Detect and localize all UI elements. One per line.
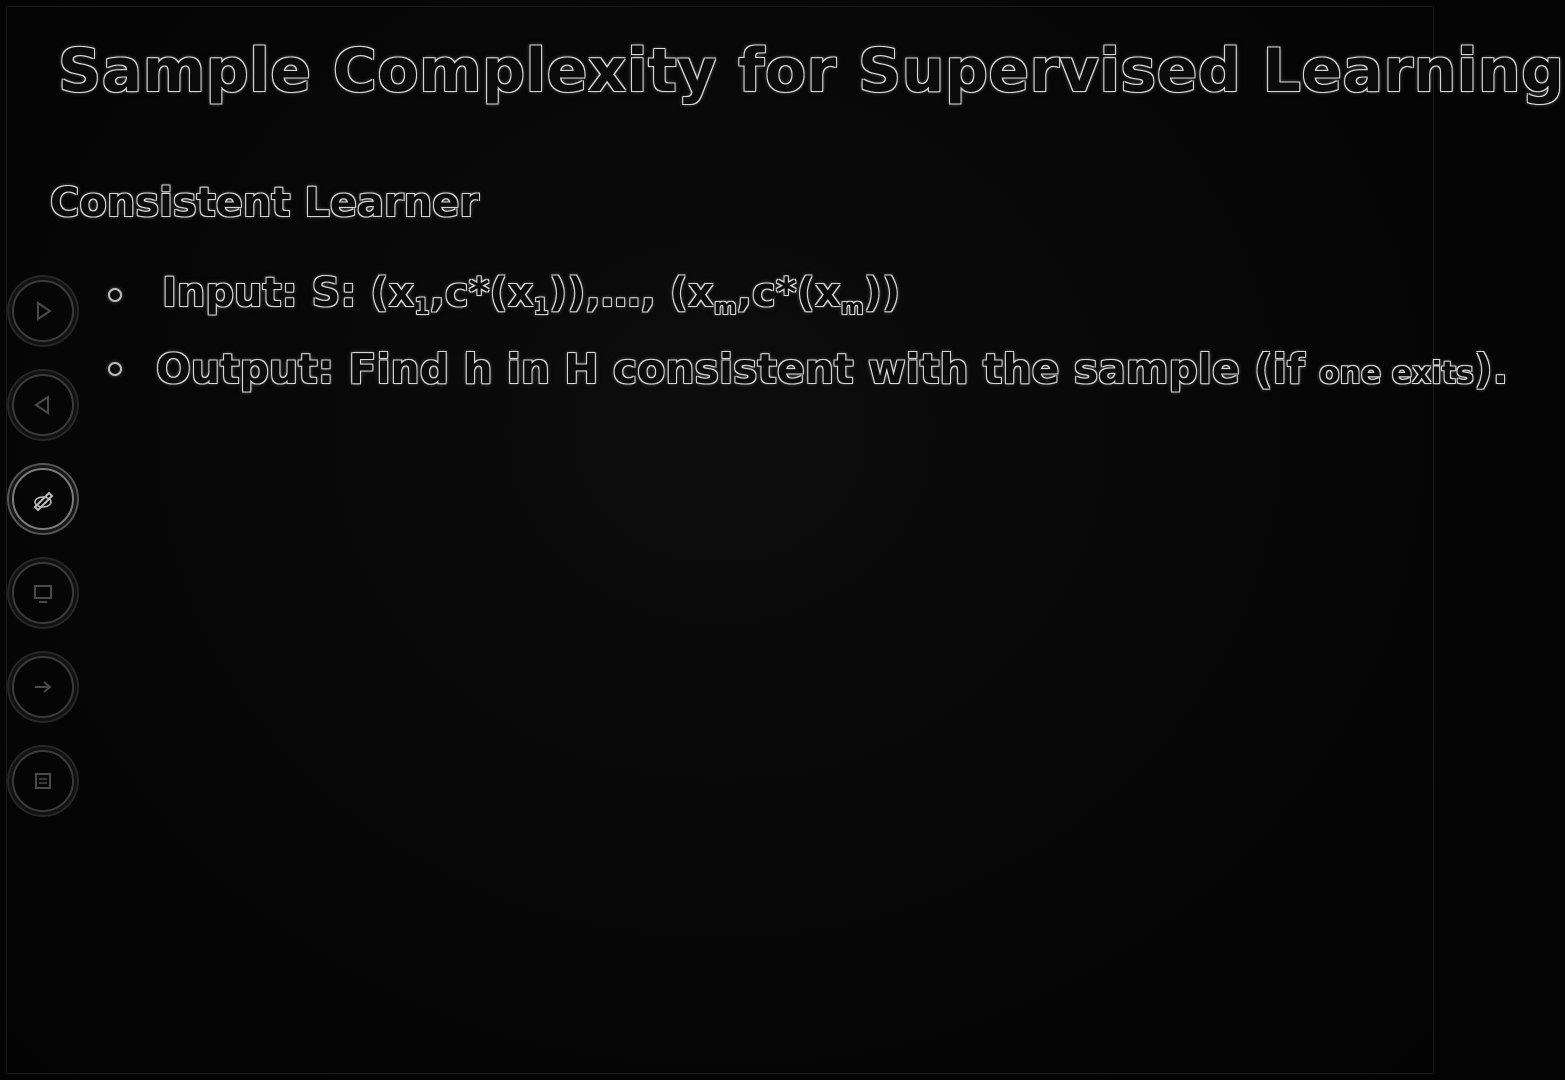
slide-title: Sample Complexity for Supervised Learning [58, 36, 1565, 106]
bullet-input-text: Input: S: $(x_1,c*(x_1)),\dots$, $(x_m,c*(x_m))$ [162, 270, 901, 320]
bullet-list [108, 258, 1508, 406]
bullet-dot [108, 362, 122, 376]
slideshow-toolbar [12, 280, 76, 844]
next-arrow-icon[interactable] [12, 656, 74, 718]
previous-slide-icon[interactable] [12, 280, 74, 342]
back-icon[interactable] [12, 374, 74, 436]
bullet-input [108, 258, 1508, 332]
options-icon[interactable] [12, 750, 74, 812]
bullet-dot [108, 288, 122, 302]
slides-menu-icon[interactable] [12, 562, 74, 624]
slide-subtitle: Consistent Learner [50, 180, 480, 226]
bullet-output [108, 332, 1508, 406]
pen-icon[interactable] [12, 468, 74, 530]
slide-frame [6, 6, 1434, 1074]
bullet-output-text: Output: Find h in H consistent with the sample (if one exits). [156, 345, 1509, 393]
